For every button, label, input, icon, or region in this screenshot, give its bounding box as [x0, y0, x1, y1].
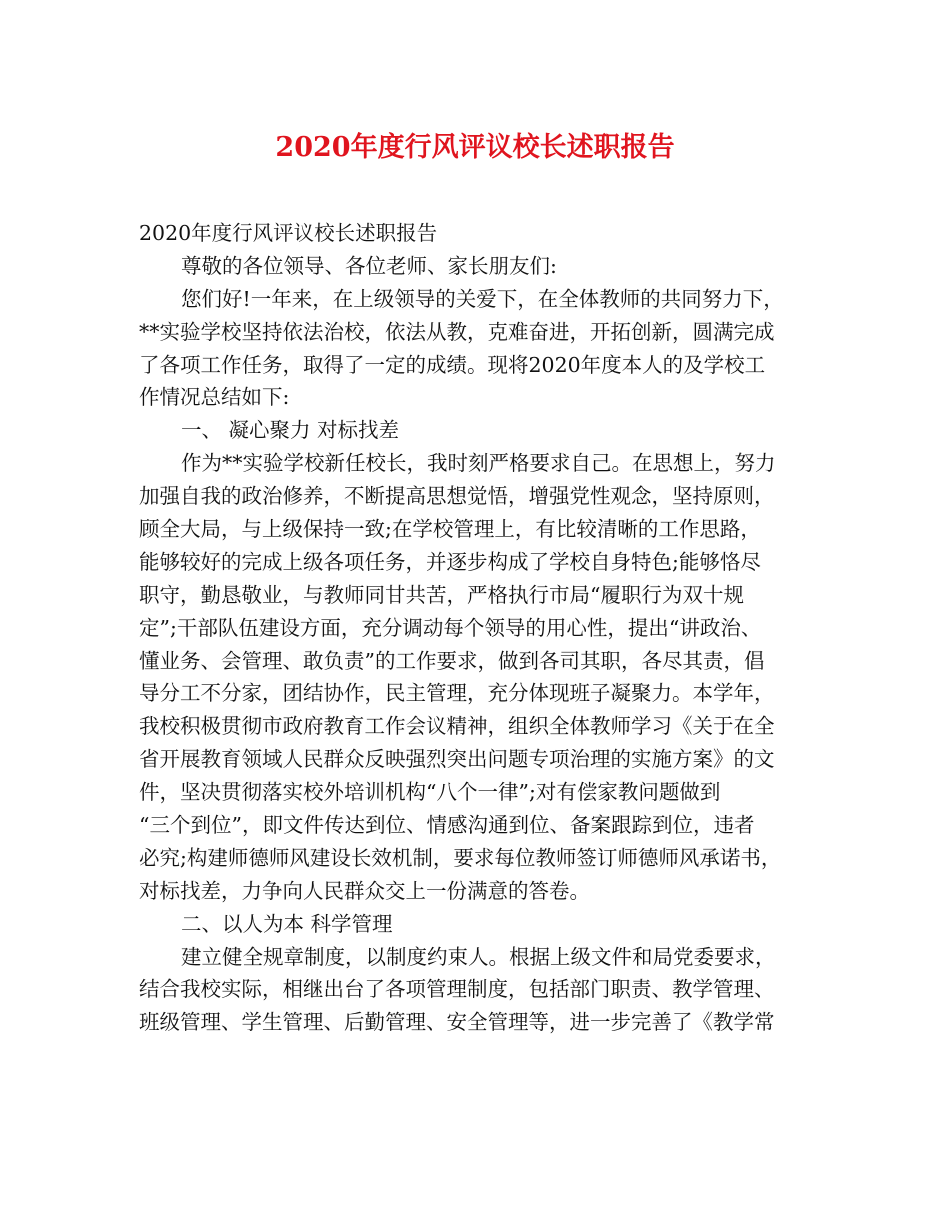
text-line: 省开展教育领域人民群众反映强烈突出问题专项治理的实施方案》的文 — [139, 747, 775, 772]
document-body — [139, 217, 819, 1039]
text-line: 二、以人为本 科学管理 — [181, 911, 393, 936]
text-line: 我校积极贯彻市政府教育工作会议精神，组织全体教师学习《关于在全 — [139, 714, 775, 739]
text-line: 2020年度行风评议校长述职报告 — [139, 221, 438, 245]
text-line: 了各项工作任务，取得了一定的成绩。现将2020年度本人的及学校工 — [139, 352, 766, 377]
text-line: 定”;干部队伍建设方面，充分调动每个领导的用心性，提出“讲政治、 — [139, 615, 762, 640]
text-line: 建立健全规章制度，以制度约束人。根据上级文件和局党委要求， — [181, 944, 776, 969]
text-line: 能够较好的完成上级各项任务，并逐步构成了学校自身特色;能够恪尽 — [139, 549, 761, 574]
text-line: 班级管理、学生管理、后勤管理、安全管理等，进一步完善了《教学常 — [139, 1010, 775, 1035]
text-line: 对标找差，力争向人民群众交上一份满意的答卷。 — [139, 878, 590, 903]
text-line: 职守，勤恳敬业，与教师同甘共苦，严格执行市局“履职行为双十规 — [139, 582, 744, 607]
text-line: 一、 凝心聚力 对标找差 — [181, 418, 400, 443]
text-line: 作情况总结如下: — [139, 385, 290, 410]
text-line: 尊敬的各位领导、各位老师、家长朋友们: — [181, 253, 557, 278]
text-line: 结合我校实际，相继出台了各项管理制度，包括部门职责、教学管理、 — [139, 977, 775, 1002]
text-line: 加强自我的政治修养，不断提高思想觉悟，增强党性观念，坚持原则， — [139, 484, 775, 509]
text-line: 您们好!一年来，在上级领导的关爱下，在全体教师的共同努力下， — [181, 286, 784, 311]
text-line: 懂业务、会管理、敢负责”的工作要求，做到各司其职，各尽其责，倡 — [139, 648, 765, 673]
text-line: 件，坚决贯彻落实校外培训机构“八个一律”;对有偿家教问题做到 — [139, 780, 721, 805]
text-line: 顾全大局，与上级保持一致;在学校管理上，有比较清晰的工作思路， — [139, 517, 761, 542]
text-line: “三个到位”，即文件传达到位、情感沟通到位、备案跟踪到位，违者 — [139, 813, 755, 838]
text-line: 作为**实验学校新任校长，我时刻严格要求自己。在思想上，努力 — [181, 451, 776, 476]
text-line: 导分工不分家，团结协作，民主管理，充分体现班子凝聚力。本学年， — [139, 681, 775, 706]
document-title: 2020年度行风评议校长述职报告 — [275, 132, 675, 163]
text-line: **实验学校坚持依法治校，依法从教，克难奋进，开拓创新，圆满完成 — [139, 319, 775, 344]
text-line: 必究;构建师德师风建设长效机制，要求每位教师签订师德师风承诺书， — [139, 845, 782, 870]
